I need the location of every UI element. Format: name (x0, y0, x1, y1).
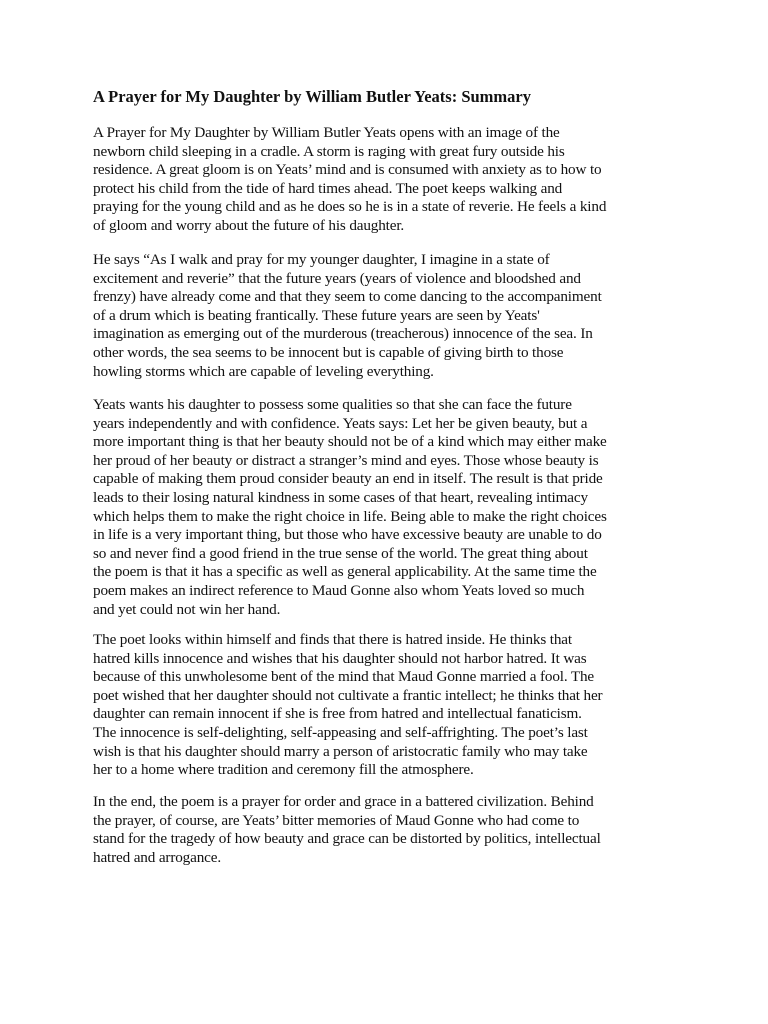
paragraph-line: howling storms which are capable of leveling everything. (93, 362, 434, 380)
paragraph-line: frenzy) have already come and that they seem to come dancing to the accompaniment (93, 288, 602, 306)
paragraph-line: capable of making them proud consider beauty an end in itself. The result is that pride (93, 470, 603, 488)
document-body (93, 86, 703, 866)
paragraph-line: hatred and arrogance. (93, 848, 221, 866)
paragraph-line: He says “As I walk and pray for my younger daughter, I imagine in a state of (93, 251, 550, 268)
paragraph-3 (93, 396, 607, 619)
paragraph-line: in life is a very important thing, but those who have excessive beauty are unable to do (93, 526, 602, 544)
paragraph-line: other words, the sea seems to be innocent but is capable of giving birth to those (93, 343, 564, 361)
paragraph-line: The poet looks within himself and finds that there is hatred inside. He thinks that (93, 631, 572, 648)
paragraph-line: stand for the tragedy of how beauty and grace can be distorted by politics, intellectual (93, 830, 601, 848)
paragraph-line: wish is that his daughter should marry a person of aristocratic family who may take (93, 742, 588, 760)
paragraph-line: A Prayer for My Daughter by William Butler Yeats opens with an image of the (93, 124, 560, 141)
paragraph-1 (93, 124, 606, 236)
paragraph-line: because of this unwholesome bent of the mind that Maud Gonne married a fool. The (93, 668, 595, 686)
paragraph-2 (93, 251, 602, 381)
paragraph-line: imagination as emerging out of the murderous (treacherous) innocence of the sea. In (93, 325, 593, 343)
paragraph-line: of gloom and worry about the future of his daughter. (93, 216, 405, 234)
paragraph-line: poet wished that her daughter should not cultivate a frantic intellect; he thinks that her (93, 686, 603, 704)
paragraph-line: hatred kills innocence and wishes that his daughter should not harbor hatred. It was (93, 649, 587, 667)
paragraph-line: The innocence is self-delighting, self-appeasing and self-affrighting. The poet’s last (93, 723, 588, 741)
paragraph-line: her to a home where tradition and ceremony fill the atmosphere. (93, 761, 474, 779)
paragraph-line: poem makes an indirect reference to Maud Gonne also whom Yeats loved so much (93, 581, 585, 599)
paragraph-line: protect his child from the tide of hard times ahead. The poet keeps walking and (93, 179, 563, 197)
paragraph-line: residence. A great gloom is on Yeats’ mind and is consumed with anxiety as to how to (93, 161, 602, 179)
paragraph-line: leads to their losing natural kindness in some cases of that heart, revealing intimacy (93, 488, 588, 506)
paragraph-line: and yet could not win her hand. (93, 600, 281, 618)
paragraph-line: so and never find a good friend in the true sense of the world. The great thing about (93, 544, 588, 562)
paragraph-line: newborn child sleeping in a cradle. A storm is raging with great fury outside his (93, 142, 565, 160)
paragraph-line: the poem is that it has a specific as well as general applicability. At the same time the (93, 563, 597, 581)
paragraph-line: the prayer, of course, are Yeats’ bitter memories of Maud Gonne who had come to (93, 811, 580, 829)
paragraph-line: years independently and with confidence. Yeats says: Let her be given beauty, but a (93, 414, 588, 432)
paragraph-line: her proud of her beauty or distract a stranger’s mind and eyes. Those whose beauty is (93, 451, 599, 469)
paragraph-line: Yeats wants his daughter to possess some qualities so that she can face the future (93, 396, 572, 413)
paragraph-5 (93, 793, 601, 867)
paragraph-4 (93, 631, 602, 780)
paragraph-line: of a drum which is beating frantically. These future years are seen by Yeats' (93, 306, 540, 324)
paragraph-line: daughter can remain innocent if she is free from hatred and intellectual fanaticism. (93, 705, 582, 723)
paragraph-line: praying for the young child and as he does so he is in a state of reverie. He feels a kind (93, 198, 607, 216)
document-title: A Prayer for My Daughter by William Butler Yeats: Summary (93, 87, 531, 106)
paragraph-line: which helps them to make the right choice in life. Being able to make the right choices (93, 507, 607, 525)
paragraph-line: excitement and reverie” that the future years (years of violence and bloodshed and (93, 269, 581, 287)
paragraph-line: more important thing is that her beauty should not be of a kind which may either make (93, 433, 607, 451)
paragraph-line: In the end, the poem is a prayer for order and grace in a battered civilization. Behind (93, 793, 594, 810)
